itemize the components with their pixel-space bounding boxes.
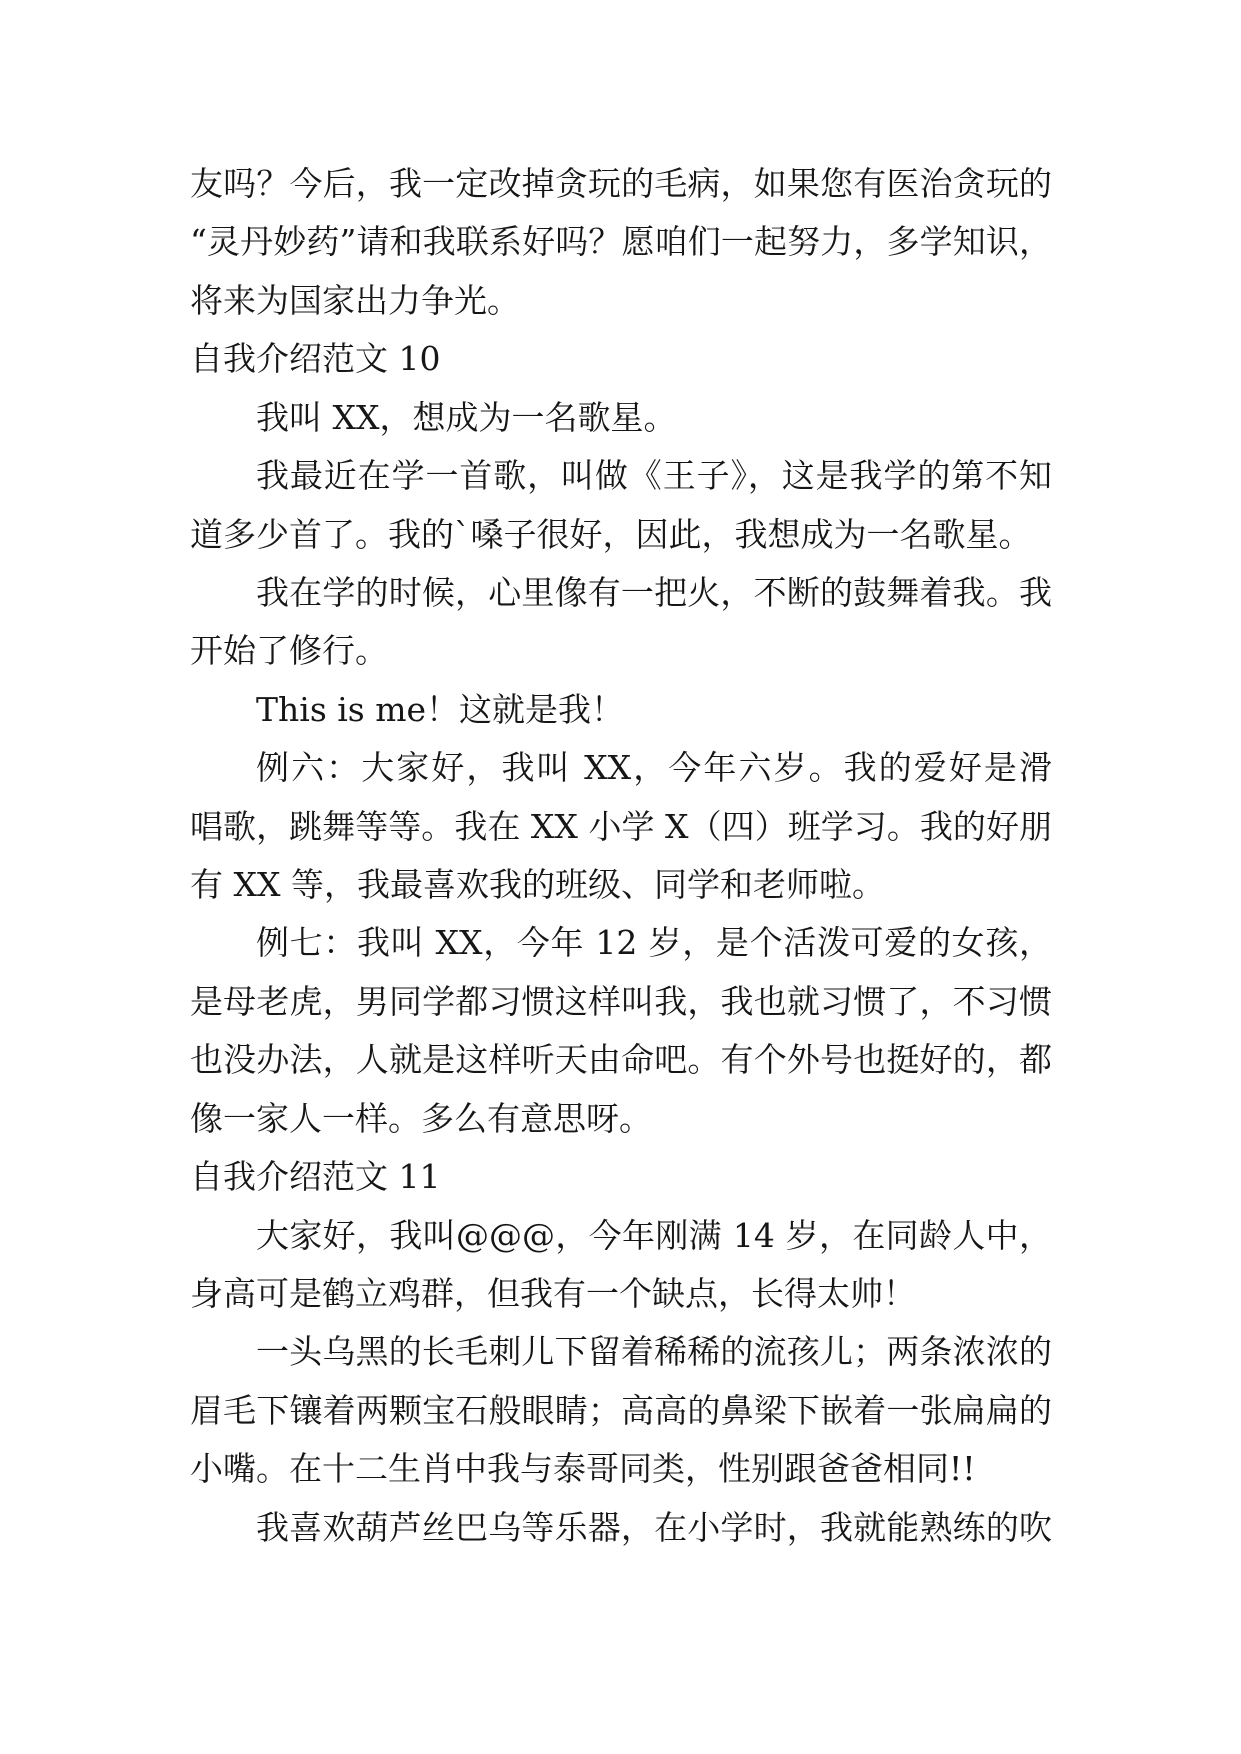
text-line: 身高可是鹤立鸡群，但我有一个缺点，长得太帅！	[190, 1274, 916, 1314]
paragraph	[190, 1499, 1052, 1557]
text-line: 小嘴。在十二生肖中我与泰哥同类，性别跟爸爸相同!!	[190, 1449, 976, 1489]
paragraph	[190, 389, 1052, 447]
text-line: 开始了修行。	[190, 631, 388, 671]
text-line: 也没办法，人就是这样听天由命吧。有个外号也挺好的，都	[190, 1040, 1052, 1080]
text-line: 是母老虎，男同学都习惯这样叫我，我也就习惯了，不习惯	[190, 981, 1052, 1021]
text-line: 有 XX 等，我最喜欢我的班级、同学和老师啦。	[190, 865, 885, 905]
text-line: 友吗？今后，我一定改掉贪玩的毛病，如果您有医治贪玩的	[190, 164, 1052, 203]
text-line: 像一家人一样。多么有意思呀。	[190, 1098, 652, 1138]
paragraph	[190, 155, 1052, 330]
text-line: 例六：大家好，我叫 XX，今年六岁。我的爱好是滑	[256, 748, 1052, 788]
text-line: 将来为国家出力争光。	[190, 280, 520, 320]
text-line: 道多少首了。我的`嗓子很好，因此，我想成为一名歌星。	[190, 514, 1032, 554]
paragraph	[190, 564, 1052, 681]
text-line: 大家好，我叫@@@，今年刚满 14 岁，在同龄人中，	[256, 1215, 1052, 1255]
text-line: 例七：我叫 XX，今年 12 岁，是个活泼可爱的女孩，	[256, 923, 1052, 963]
text-line: 眉毛下镶着两颗宝石般眼睛；高高的鼻梁下嵌着一张扁扁的	[190, 1390, 1052, 1430]
text-line: “灵丹妙药”请和我联系好吗？愿咱们一起努力，多学知识，	[190, 222, 1052, 262]
text-line: This is me！这就是我！	[256, 689, 625, 729]
text-line: 我叫 XX，想成为一名歌星。	[256, 397, 677, 437]
text-column	[190, 155, 1052, 1557]
text-line: 我喜欢葫芦丝巴乌等乐器，在小学时，我就能熟练的吹	[256, 1507, 1052, 1547]
text-line: 唱歌，跳舞等等。我在 XX 小学 X（四）班学习。我的好朋	[190, 806, 1052, 846]
paragraph	[190, 1323, 1052, 1498]
paragraph	[190, 681, 1052, 739]
paragraph	[190, 447, 1052, 564]
paragraph	[190, 1207, 1052, 1324]
text-line: 我最近在学一首歌，叫做《王子》，这是我学的第不知	[256, 456, 1052, 496]
section-heading: 自我介绍范文 10	[190, 339, 441, 379]
paragraph	[190, 914, 1052, 1148]
section-heading: 自我介绍范文 11	[190, 1157, 441, 1197]
text-line: 一头乌黑的长毛刺儿下留着稀稀的流孩儿；两条浓浓的	[256, 1332, 1052, 1372]
text-line: 我在学的时候，心里像有一把火，不断的鼓舞着我。我	[256, 572, 1052, 612]
paragraph	[190, 739, 1052, 914]
